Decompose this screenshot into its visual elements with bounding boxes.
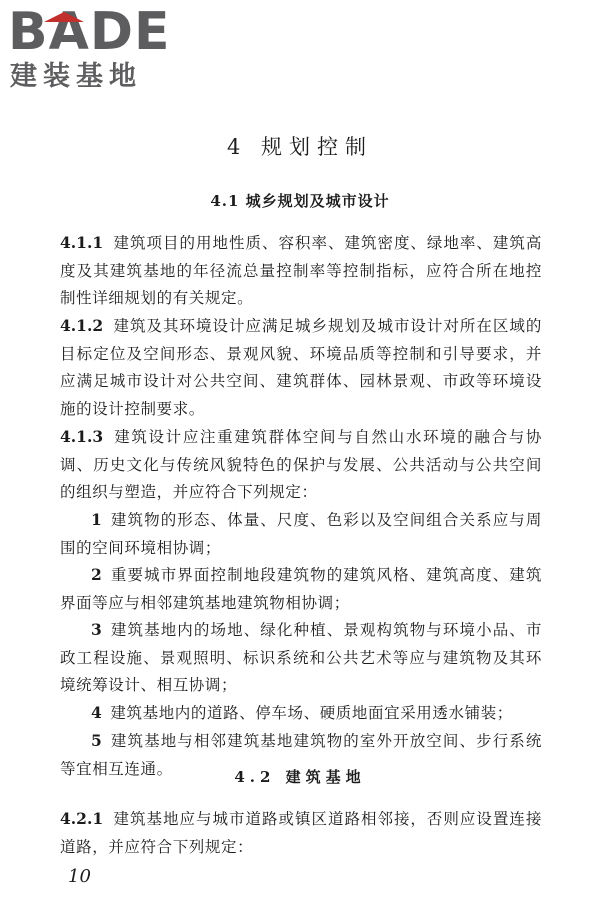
list-item-3 [60, 616, 542, 700]
logo-red-accent [44, 12, 84, 22]
list-item-1 [60, 506, 542, 562]
item-text: 建筑物的形态、体量、尺度、色彩以及空间组合关系应与周围的空间环境相协调； [60, 511, 542, 557]
logo-brand-text: BADE [8, 2, 171, 62]
clause-number: 4.2.1 [60, 809, 104, 828]
item-text: 建筑基地内的道路、停车场、硬质地面宜采用透水铺装； [110, 704, 513, 722]
section-title-4-2: 4.2 建筑基地 [234, 768, 366, 786]
item-text: 建筑基地内的场地、绿化种植、景观构筑物与环境小品、市政工程设施、景观照明、标识系统和公共艺术等应与建筑物及其环境统筹设计、相互协调； [60, 621, 542, 695]
item-text: 建筑基地与相邻建筑基地建筑物的室外开放空间、步行系统等宜相互连通。 [60, 732, 542, 778]
item-number: 5 [91, 731, 103, 750]
clause-4-1-2 [60, 312, 542, 423]
item-number: 2 [91, 565, 103, 584]
clause-text: 建筑基地应与城市道路或镇区道路相邻接，否则应设置连接道路，并应符合下列规定： [60, 810, 542, 856]
clause-text: 建筑及其环境设计应满足城乡规划及城市设计对所在区域的目标定位及空间形态、景观风貌、环境品质等控制和引导要求，并应满足城市设计对公共空间、建筑群体、园林景观、市政等环境设施的设计控制要求。 [60, 317, 542, 418]
item-number: 3 [91, 620, 103, 639]
section-title-4-1: 4.1 城乡规划及城市设计 [210, 192, 390, 210]
clause-text: 建筑项目的用地性质、容积率、建筑密度、绿地率、建筑高度及其建筑基地的年径流总量控制率等控制指标，应符合所在地控制性详细规划的有关规定。 [60, 234, 542, 308]
logo-subtitle: 建装基地 [10, 61, 142, 92]
clause-4-2-1 [60, 805, 542, 861]
clause-text: 建筑设计应注重建筑群体空间与自然山水环境的融合与协调、历史文化与传统风貌特色的保护与发展、公共活动与公共空间的组织与塑造，并应符合下列规定： [60, 428, 542, 502]
list-item-4 [60, 699, 542, 728]
item-text: 重要城市界面控制地段建筑物的建筑风格、建筑高度、建筑界面等应与相邻建筑基地建筑物相协调； [60, 566, 542, 612]
clause-4-1-1 [60, 229, 542, 313]
item-number: 4 [91, 703, 103, 722]
clause-number: 4.1.2 [60, 316, 104, 335]
item-number: 1 [91, 510, 103, 529]
clause-4-1-3 [60, 423, 542, 507]
clause-number: 4.1.1 [60, 233, 104, 252]
clause-number: 4.1.3 [60, 427, 104, 446]
page-number: 10 [68, 866, 91, 887]
bade-logo [8, 4, 178, 96]
chapter-title: 4 规划控制 [226, 135, 374, 159]
list-item-2 [60, 561, 542, 617]
